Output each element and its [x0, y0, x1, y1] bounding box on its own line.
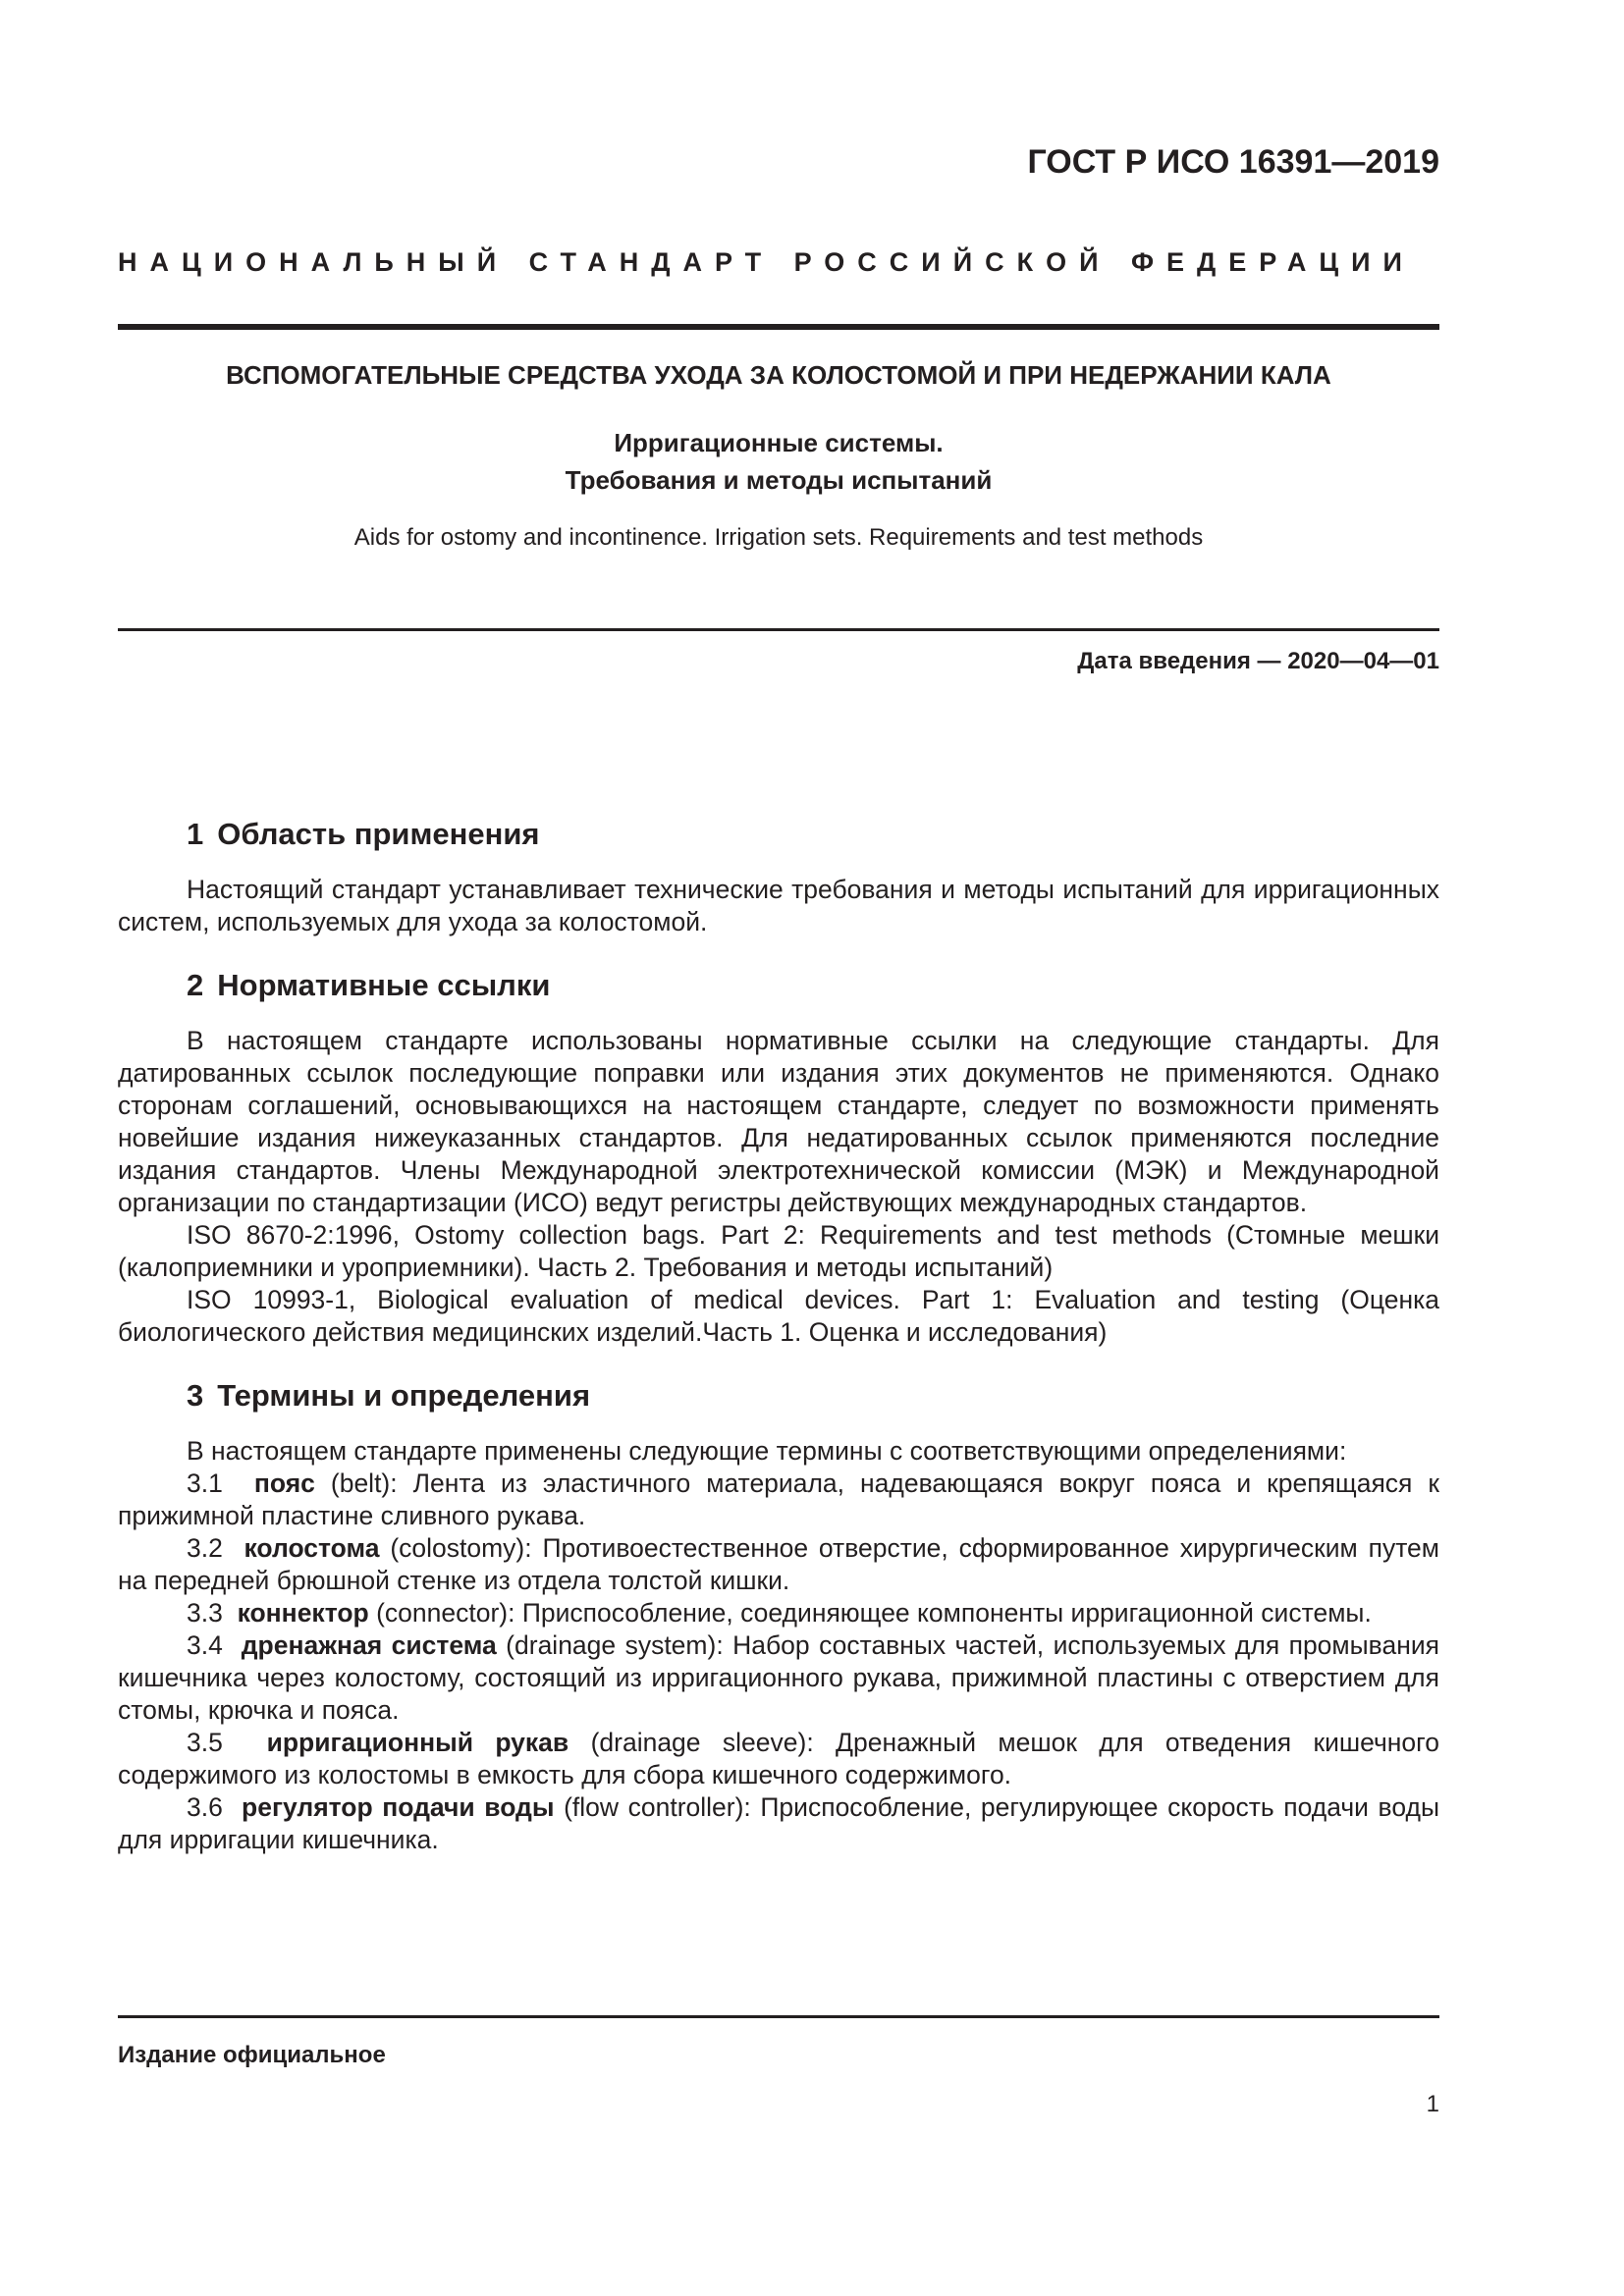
term-number: 3.4 [187, 1630, 223, 1660]
term-text: (colostomy): Противоестественное отверстие, сформированное хирургическим путем на передней брюшной стенке из отдела толстой кишки. [118, 1533, 1439, 1595]
english-title: Aids for ostomy and incontinence. Irrigation sets. Requirements and test methods [353, 524, 1204, 551]
term-text: (drainage system): Набор составных частей, используемых для промывания кишечника через колостому, состоящий из ирригационного рукава, прижимной пластины с отверстием для стомы, крючка и пояса. [118, 1630, 1439, 1725]
term-number: 3.1 [187, 1468, 223, 1498]
section-3-heading [118, 1376, 1439, 1415]
term-text: (connector): Приспособление, соединяющее компоненты ирригационной системы. [368, 1598, 1372, 1628]
section-1-number: 1 [187, 817, 204, 851]
term-definition [118, 1597, 1439, 1629]
section-2-paragraph: В настоящем стандарте использованы нормативные ссылки на следующие стандарты. Для датированных ссылок последующие поправки или издания этих документов не применяются. Однако сторонам соглашений, основывающихся на настоящем стандарте, следует по возможности применять новейшие издания нижеуказанных стандартов. Для недатированных ссылок применяются последние издания стандартов. Члены Международной электротехнической комиссии (МЭК) и Международной организации по стандартизации (ИСО) ведут регистры действующих международных стандартов. [118, 1026, 1439, 1217]
term-definition [118, 1532, 1439, 1597]
term-name: ирригационный рукав [266, 1728, 569, 1757]
subtitle-line-1: Ирригационные системы. [614, 428, 944, 457]
term-text: (drainage sleeve): Дренажный мешок для отведения кишечного содержимого из колостомы в емкость для сбора кишечного содержимого. [118, 1728, 1439, 1789]
title-divider [118, 628, 1439, 631]
section-2-heading [118, 966, 1439, 1005]
term-number: 3.3 [187, 1598, 223, 1628]
section-1-title: Область применения [217, 817, 540, 851]
section-3-title: Термины и определения [217, 1378, 591, 1413]
reference-iso-10993-1: ISO 10993-1, Biological evaluation of medical devices. Part 1: Evaluation and testing (Оценка биологического действия медицинских изделий.Часть 1. Оценка и исследования) [118, 1285, 1439, 1347]
term-text: (flow controller): Приспособление, регулирующее скорость подачи воды для ирригации кишечника. [118, 1792, 1440, 1854]
document-subtitle [118, 424, 1439, 499]
introduction-date: Дата введения — 2020—04—01 [1077, 648, 1439, 674]
subtitle-line-2: Требования и методы испытаний [565, 465, 993, 495]
official-edition-label: Издание официальное [118, 2042, 386, 2068]
national-standard-heading: НАЦИОНАЛЬНЫЙ СТАНДАРТ РОССИЙСКОЙ ФЕДЕРАЦИИ [118, 247, 1415, 277]
section-3-intro: В настоящем стандарте применены следующие термины с соответствующими определениями: [187, 1436, 1347, 1466]
term-number: 3.6 [187, 1792, 223, 1822]
section-2-number: 2 [187, 968, 204, 1002]
term-definition [118, 1629, 1439, 1727]
term-name: пояс [253, 1468, 315, 1498]
page-number: 1 [1426, 2091, 1439, 2117]
document-body [118, 815, 1439, 1856]
document-title: ВСПОМОГАТЕЛЬНЫЕ СРЕДСТВА УХОДА ЗА КОЛОСТОМОЙ И ПРИ НЕДЕРЖАНИИ КАЛА [226, 360, 1331, 390]
section-1-heading [118, 815, 1439, 854]
term-name: коннектор [237, 1598, 369, 1628]
header-divider [118, 324, 1439, 330]
term-definition [118, 1791, 1439, 1856]
term-name: колостома [244, 1533, 380, 1563]
term-definition [118, 1468, 1439, 1532]
term-text: (belt): Лента из эластичного материала, надевающаяся вокруг пояса и крепящаяся к прижимной пластине сливного рукава. [118, 1468, 1439, 1530]
term-definition [118, 1727, 1439, 1791]
section-3-number: 3 [187, 1378, 204, 1413]
term-name: регулятор подачи воды [242, 1792, 555, 1822]
reference-iso-8670-2: ISO 8670-2:1996, Ostomy collection bags. Part 2: Requirements and test methods (Стомные мешки (калоприемники и уроприемники). Часть 2. Требования и методы испытаний) [118, 1220, 1439, 1282]
term-name: дренажная система [241, 1630, 497, 1660]
standard-number: ГОСТ Р ИСО 16391—2019 [1027, 143, 1439, 181]
footer-divider [118, 2015, 1439, 2018]
section-2-title: Нормативные ссылки [217, 968, 551, 1002]
term-number: 3.5 [187, 1728, 223, 1757]
section-1-paragraph: Настоящий стандарт устанавливает технические требования и методы испытаний для ирригационных систем, используемых для ухода за колостомой. [118, 875, 1439, 936]
term-number: 3.2 [187, 1533, 223, 1563]
